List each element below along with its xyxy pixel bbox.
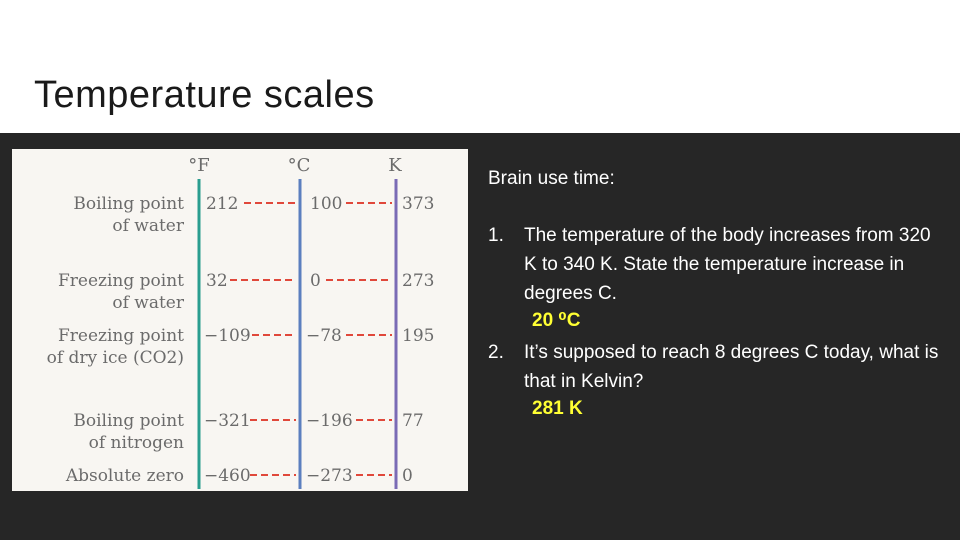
question-text: The temperature of the body increases from 320 K to 340 K. State the temperature increase in degrees C. bbox=[524, 225, 931, 304]
row-label-line: Boiling point bbox=[73, 411, 184, 431]
row-label-line: Freezing point bbox=[57, 271, 184, 291]
temperature-scales-figure bbox=[12, 149, 468, 491]
temperature-scale-diagram bbox=[12, 149, 468, 491]
fahrenheit-value: 212 bbox=[206, 194, 239, 214]
slide-title: Temperature scales bbox=[34, 74, 375, 116]
kelvin-header: K bbox=[388, 155, 402, 176]
kelvin-value: 0 bbox=[402, 466, 413, 486]
celsius-header: °C bbox=[287, 155, 311, 176]
row-label-line: of nitrogen bbox=[88, 433, 184, 453]
row-label-line: of dry ice (CO2) bbox=[46, 348, 184, 368]
row-label-line: of water bbox=[112, 293, 184, 313]
celsius-value: 0 bbox=[310, 271, 321, 291]
fahrenheit-header: °F bbox=[188, 155, 210, 176]
row-label-line: of water bbox=[112, 216, 184, 236]
celsius-value: −196 bbox=[306, 411, 353, 431]
intro-text: Brain use time: bbox=[488, 168, 615, 189]
celsius-value: 100 bbox=[310, 194, 343, 214]
kelvin-value: 273 bbox=[402, 271, 435, 291]
row-label-line: Freezing point bbox=[57, 326, 184, 346]
fahrenheit-value: 32 bbox=[206, 271, 228, 291]
question-number: 1. bbox=[488, 225, 504, 246]
answer-text: 281 K bbox=[532, 398, 583, 419]
answer-text: 20 ⁰C bbox=[532, 310, 581, 331]
question-content bbox=[488, 164, 948, 422]
question-item bbox=[488, 221, 948, 334]
row-label-line: Boiling point bbox=[73, 194, 184, 214]
question-number: 2. bbox=[488, 342, 504, 363]
fahrenheit-value: −109 bbox=[204, 326, 251, 346]
celsius-value: −273 bbox=[306, 466, 353, 486]
row-label-line: Absolute zero bbox=[65, 466, 184, 486]
celsius-value: −78 bbox=[306, 326, 342, 346]
fahrenheit-value: −460 bbox=[204, 466, 251, 486]
question-text: It’s supposed to reach 8 degrees C today, what is that in Kelvin? bbox=[524, 342, 939, 392]
question-item bbox=[488, 338, 948, 422]
kelvin-value: 77 bbox=[402, 411, 424, 431]
kelvin-value: 195 bbox=[402, 326, 435, 346]
fahrenheit-value: −321 bbox=[204, 411, 251, 431]
kelvin-value: 373 bbox=[402, 194, 435, 214]
